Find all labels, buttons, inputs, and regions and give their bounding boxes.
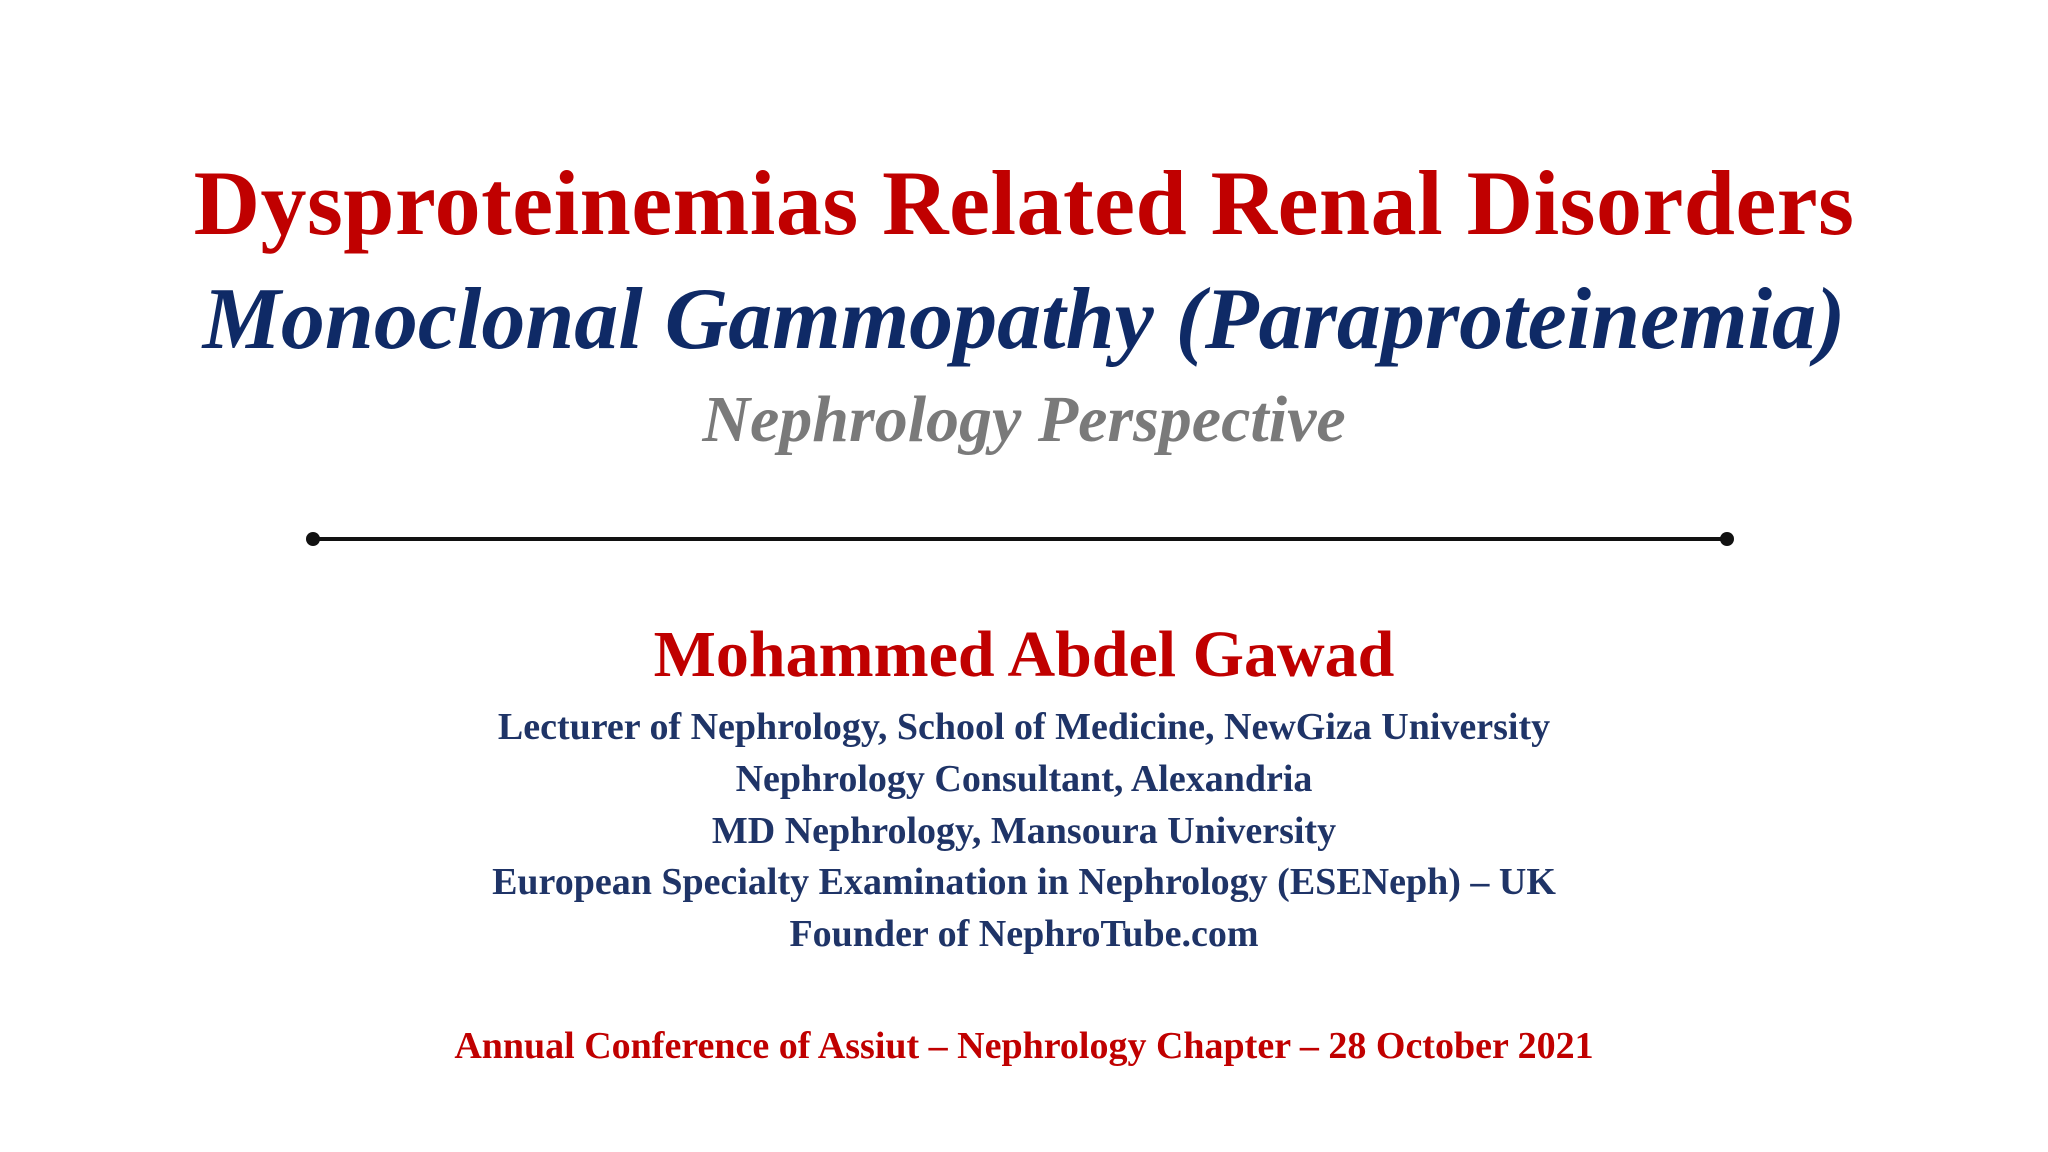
conference-line: Annual Conference of Assiut – Nephrology Chapter – 28 October 2021 [454, 1025, 1594, 1067]
affiliation-line: MD Nephrology, Mansoura University [711, 810, 1337, 852]
slide-perspective: Nephrology Perspective [702, 383, 1346, 456]
divider-right-dot [1720, 532, 1734, 546]
author-name: Mohammed Abdel Gawad [653, 618, 1395, 691]
affiliation-line: Lecturer of Nephrology, School of Medicine, NewGiza University [497, 706, 1551, 748]
affiliation-line: Founder of NephroTube.com [789, 913, 1259, 955]
slide-subtitle: Monoclonal Gammopathy (Paraproteinemia) [202, 271, 1846, 368]
affiliation-line: Nephrology Consultant, Alexandria [735, 758, 1313, 800]
title-divider [313, 537, 1727, 541]
affiliation-line: European Specialty Examination in Nephrology (ESENeph) – UK [492, 861, 1556, 903]
slide-title: Dysproteinemias Related Renal Disorders [193, 152, 1855, 254]
